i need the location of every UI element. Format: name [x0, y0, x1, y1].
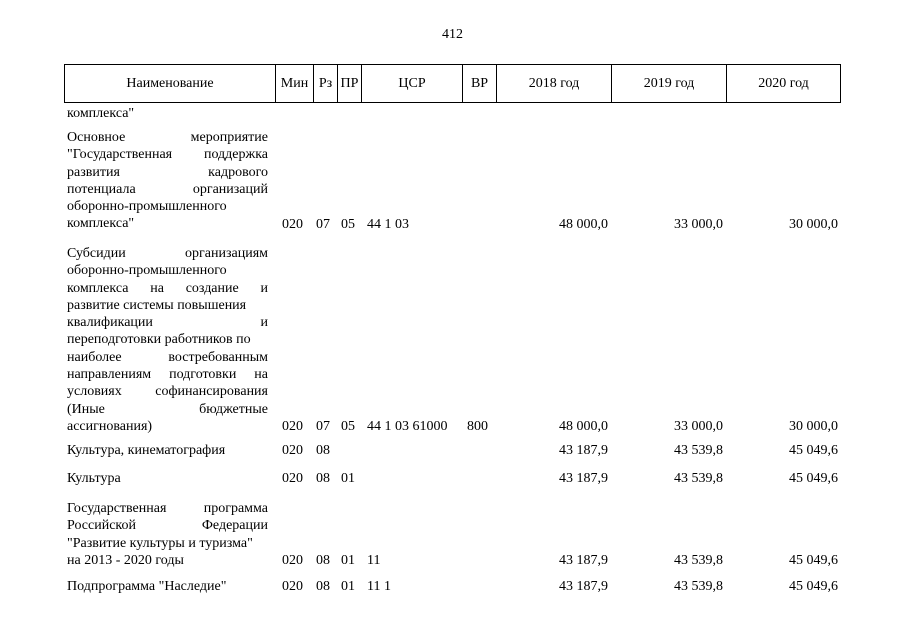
header-pr: ПР	[337, 65, 361, 102]
row-name-line: переподготовки работников по	[67, 332, 251, 348]
row-name-line: "Государственная поддержка	[67, 147, 268, 163]
cell-y2018: 48 000,0	[559, 216, 608, 232]
cell-min: 020	[282, 579, 303, 594]
row-name	[67, 578, 268, 595]
header-2019: 2019 год	[611, 65, 726, 102]
cell-y2019: 33 000,0	[674, 216, 723, 232]
cell-pr: 01	[341, 552, 355, 568]
cell-y2020: 45 049,6	[789, 443, 838, 458]
row-name	[67, 129, 268, 233]
row-name-line: (Иные бюджетные	[67, 401, 268, 417]
cell-y2019: 43 539,8	[674, 443, 723, 458]
row-name-line: "Развитие культуры и туризма"	[67, 535, 253, 551]
cell-y2020: 45 049,6	[789, 579, 838, 594]
cell-csr: 11 1	[367, 579, 391, 594]
header-min: Мин	[275, 65, 313, 102]
cell-min: 020	[282, 471, 303, 486]
row-name-line: Субсидии организациям	[67, 246, 268, 261]
row-name-line: оборонно-промышленного	[67, 199, 227, 215]
row-name-line: на 2013 - 2020 годы	[67, 552, 184, 568]
cell-y2018: 43 187,9	[559, 552, 608, 568]
cell-rz: 08	[316, 552, 330, 568]
row-name-line: направлениям подготовки на	[67, 367, 268, 383]
cell-y2019: 43 539,8	[674, 579, 723, 594]
row-name-line: комплекса на создание и	[67, 280, 268, 296]
cell-y2020: 45 049,6	[789, 552, 838, 568]
cell-rz: 07	[316, 216, 330, 232]
header-vr: ВР	[462, 65, 496, 102]
row-name-line: Культура	[67, 471, 121, 486]
row-name-line: квалификации и	[67, 315, 268, 331]
row-name-line: Культура, кинематография	[67, 443, 226, 458]
cell-min: 020	[282, 552, 303, 568]
cell-pr: 01	[341, 579, 355, 594]
cell-y2018: 43 187,9	[559, 579, 608, 594]
cell-y2020: 45 049,6	[789, 471, 838, 486]
row-name-line: Подпрограмма "Наследие"	[67, 579, 227, 594]
cell-rz: 08	[316, 443, 330, 458]
cell-rz: 07	[316, 419, 330, 434]
row-name-line: комплекса"	[67, 106, 135, 121]
table-header	[64, 64, 841, 103]
cell-pr: 01	[341, 471, 355, 486]
cell-y2019: 33 000,0	[674, 419, 723, 434]
row-name-line: развитие системы повышения	[67, 297, 247, 313]
cell-y2018: 43 187,9	[559, 471, 608, 486]
row-name-line: условиях софинансирования	[67, 384, 268, 400]
page-number: 412	[442, 27, 463, 42]
cell-min: 020	[282, 216, 303, 232]
row-name	[67, 500, 268, 569]
cell-rz: 08	[316, 579, 330, 594]
row-name	[67, 105, 268, 122]
row-name-line: развития кадрового	[67, 164, 268, 180]
cell-pr: 05	[341, 419, 355, 434]
cell-y2019: 43 539,8	[674, 471, 723, 486]
header-name: Наименование	[64, 65, 275, 102]
cell-csr: 44 1 03 61000	[367, 419, 448, 434]
cell-csr: 11	[367, 552, 381, 568]
header-rz: Рз	[313, 65, 337, 102]
cell-pr: 05	[341, 216, 355, 232]
cell-y2020: 30 000,0	[789, 216, 838, 232]
row-name-line: наиболее востребованным	[67, 349, 268, 365]
cell-y2018: 43 187,9	[559, 443, 608, 458]
header-2018: 2018 год	[496, 65, 611, 102]
row-name-line: комплекса"	[67, 216, 135, 232]
cell-min: 020	[282, 443, 303, 458]
row-name-line: Государственная программа	[67, 501, 268, 516]
row-name-line: Основное мероприятие	[67, 130, 268, 145]
cell-y2018: 48 000,0	[559, 419, 608, 434]
cell-y2019: 43 539,8	[674, 552, 723, 568]
header-2020: 2020 год	[726, 65, 841, 102]
row-name	[67, 470, 268, 487]
row-name-line: оборонно-промышленного	[67, 263, 227, 279]
row-name	[67, 442, 268, 459]
cell-min: 020	[282, 419, 303, 434]
row-name-line: ассигнования)	[67, 418, 153, 434]
cell-vr: 800	[467, 419, 488, 434]
cell-csr: 44 1 03	[367, 216, 409, 232]
row-name-line: потенциала организаций	[67, 181, 268, 197]
row-name	[67, 245, 268, 435]
cell-rz: 08	[316, 471, 330, 486]
header-csr: ЦСР	[361, 65, 462, 102]
cell-y2020: 30 000,0	[789, 419, 838, 434]
row-name-line: Российской Федерации	[67, 518, 268, 534]
